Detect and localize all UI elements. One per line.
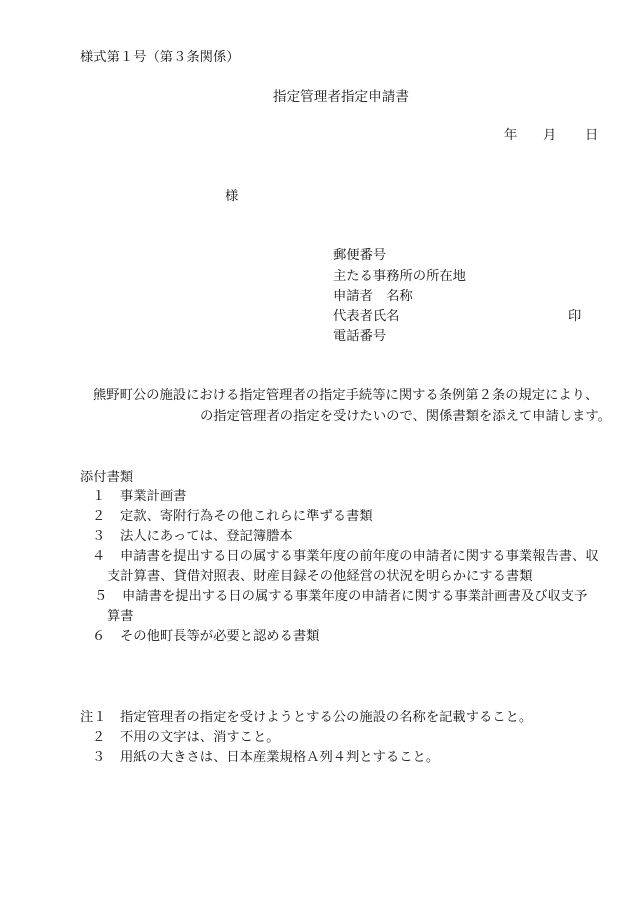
form-number: 様式第１号（第３条関係）: [80, 50, 240, 65]
representative-label: 代表者氏名: [333, 309, 400, 324]
attachment-item-number: ５: [94, 589, 108, 604]
note-number: ２: [92, 730, 106, 745]
attachments-heading: 添付書類: [80, 470, 134, 485]
attachment-item-text-continued: 支計算書、貸借対照表、財産目録その他経営の状況を明らかにする書類: [107, 569, 533, 584]
attachment-item-number: ３: [92, 529, 106, 544]
body-line: 熊野町公の施設における指定管理者の指定手続等に関する条例第２条の規定により、: [93, 388, 599, 403]
attachment-item-number: ４: [92, 549, 106, 564]
applicant-name-label: 申請者 名称: [333, 289, 413, 304]
date-year-label: 年: [504, 128, 518, 143]
body-line: の指定管理者の指定を受けたいので、関係書類を添えて申請します。: [200, 409, 611, 424]
phone-label: 電話番号: [333, 329, 387, 344]
attachment-item-number: ２: [92, 509, 106, 524]
note-text: 指定管理者の指定を受けようとする公の施設の名称を記載すること。: [120, 710, 533, 725]
address-label: 主たる事務所の所在地: [333, 269, 466, 284]
addressee-suffix: 様: [225, 189, 239, 204]
postal-code-label: 郵便番号: [333, 248, 387, 263]
attachment-item-text: 法人にあっては、登記簿謄本: [120, 529, 293, 544]
attachment-item-text: 事業計画書: [120, 489, 187, 504]
document-title: 指定管理者指定申請書: [273, 89, 409, 105]
attachment-item-text: その他町長等が必要と認める書類: [120, 629, 320, 644]
attachment-item-number: ６: [92, 629, 106, 644]
note-text: 不用の文字は、消すこと。: [120, 730, 280, 745]
attachment-item-number: １: [92, 489, 106, 504]
note-number: 注１: [80, 710, 107, 725]
attachment-item-text: 定款、寄附行為その他これらに準ずる書類: [120, 509, 373, 524]
attachment-item-text: 申請書を提出する日の属する事業年度の前年度の申請者に関する事業報告書、収: [120, 549, 599, 564]
attachment-item-text-continued: 算書: [107, 609, 134, 624]
seal-label: 印: [568, 309, 582, 324]
date-month-label: 月: [543, 128, 557, 143]
note-number: ３: [92, 750, 106, 765]
note-text: 用紙の大きさは、日本産業規格Ａ列４判とすること。: [120, 750, 440, 765]
attachment-item-text: 申請書を提出する日の属する事業年度の申請者に関する事業計画書及び収支予: [122, 589, 588, 604]
date-day-label: 日: [585, 128, 599, 143]
